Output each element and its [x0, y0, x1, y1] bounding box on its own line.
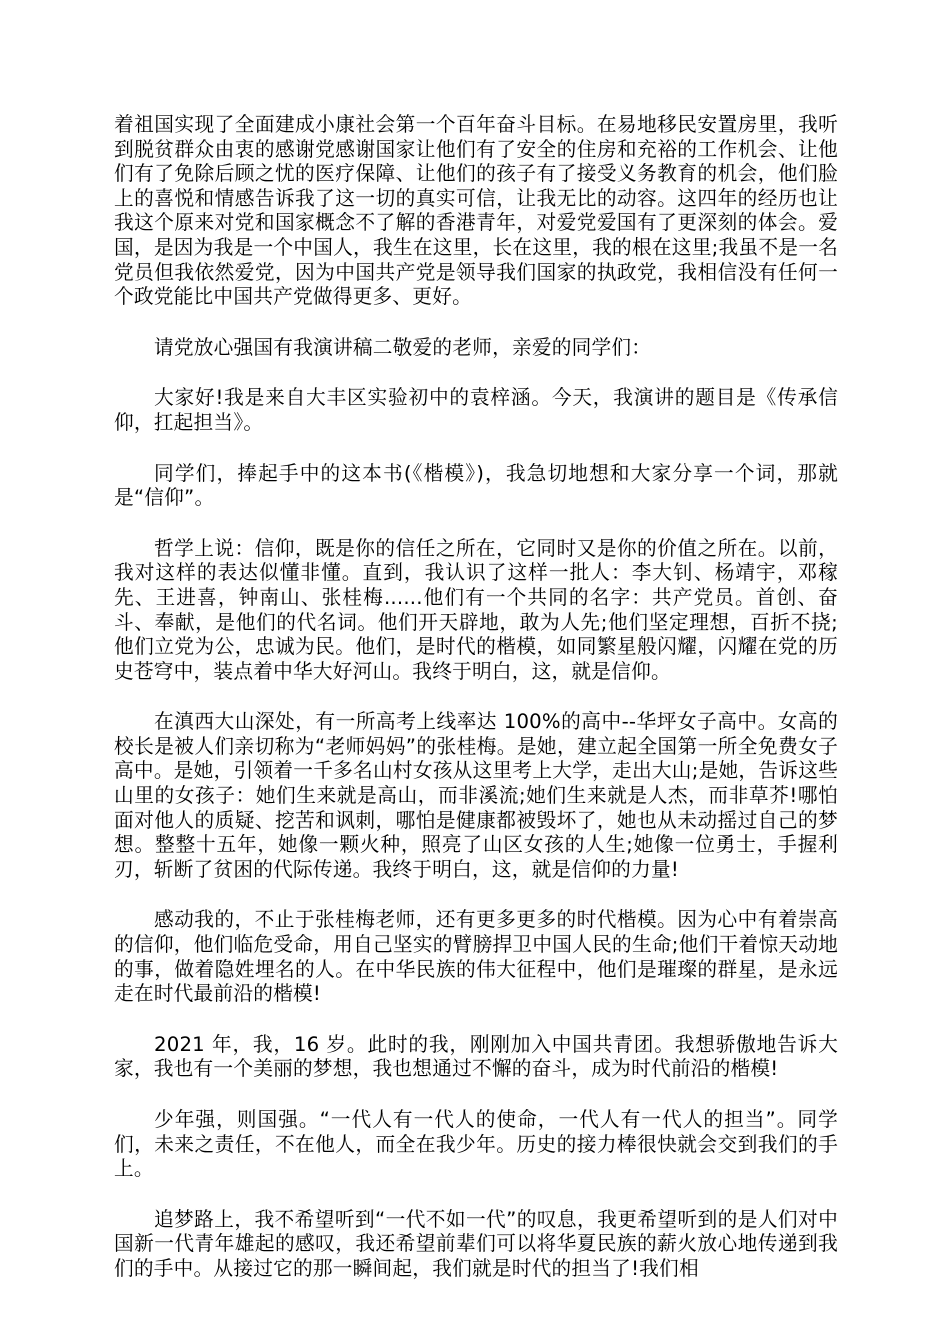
paragraph-10: 追梦路上，我不希望听到“一代不如一代”的叹息，我更希望听到的是人们对中国新一代青年雄起的感叹，我还希望前辈们可以将华夏民族的薪火放心地传递到我们的手中。从接过它的那一瞬间起，我们就是时代的担当了!我们相: [114, 1207, 838, 1280]
paragraph-1: 着祖国实现了全面建成小康社会第一个百年奋斗目标。在易地移民安置房里，我听到脱贫群众由衷的感谢党感谢国家让他们有了安全的住房和充裕的工作机会、让他们有了免除后顾之忧的医疗保障、让他们的孩子有了接受义务教育的机会，他们脸上的喜悦和情感告诉我了这一切的真实可信，让我无比的动容。这四年的经历也让我这个原来对党和国家概念不了解的香港青年，对爱党爱国有了更深刻的体会。爱国，是因为我是一个中国人，我生在这里，长在这里，我的根在这里;我虽不是一名党员但我依然爱党，因为中国共产党是领导我们国家的执政党，我相信没有任何一个政党能比中国共产党做得更多、更好。: [114, 113, 838, 309]
paragraph-3: 大家好!我是来自大丰区实验初中的袁梓涵。今天，我演讲的题目是《传承信仰，扛起担当》。: [114, 386, 838, 434]
paragraph-5: 哲学上说：信仰，既是你的信任之所在，它同时又是你的价值之所在。以前，我对这样的表达似懂非懂。直到，我认识了这样一批人：李大钊、杨靖宇，邓稼先、王进喜，钟南山、张桂梅......他们有一个共同的名字：共产党员。首创、奋斗、奉献，是他们的代名词。他们开天辟地，敢为人先;他们坚定理想，百折不挠;他们立党为公，忠诚为民。他们，是时代的楷模，如同繁星般闪耀，闪耀在党的历史苍穹中，装点着中华大好河山。我终于明白，这，就是信仰。: [114, 536, 838, 683]
paragraph-9: 少年强，则国强。“一代人有一代人的使命，一代人有一代人的担当”。同学们，未来之责任，不在他人，而全在我少年。历史的接力棒很快就会交到我们的手上。: [114, 1108, 838, 1181]
paragraph-6: 在滇西大山深处，有一所高考上线率达 100%的高中--华坪女子高中。女高的校长是被人们亲切称为“老师妈妈”的张桂梅。是她，建立起全国第一所全免费女子高中。是她，引领着一千多名山村女孩从这里考上大学，走出大山;是她，告诉这些山里的女孩子：她们生来就是高山，而非溪流;她们生来就是人杰，而非草芥!哪怕面对他人的质疑、挖苦和讽刺，哪怕是健康都被毁坏了，她也从未动摇过自己的梦想。整整十五年，她像一颗火种，照亮了山区女孩的人生;她像一位勇士，手握利刃，斩断了贫困的代际传递。我终于明白，这，就是信仰的力量!: [114, 710, 838, 881]
paragraph-2: 请党放心强国有我演讲稿二敬爱的老师，亲爱的同学们：: [154, 335, 652, 359]
paragraph-4: 同学们，捧起手中的这本书(《楷模》)，我急切地想和大家分享一个词，那就是“信仰”。: [114, 461, 838, 510]
document-body: [114, 113, 838, 1308]
paragraph-7: 感动我的，不止于张桂梅老师，还有更多更多的时代楷模。因为心中有着崇高的信仰，他们临危受命，用自己坚实的臂膀捍卫中国人民的生命;他们干着惊天动地的事，做着隐姓埋名的人。在中华民族的伟大征程中，他们是璀璨的群星，是永远走在时代最前沿的楷模!: [114, 908, 838, 1006]
paragraph-8: 2021 年，我，16 岁。此时的我，刚刚加入中国共青团。我想骄傲地告诉大家，我也有一个美丽的梦想，我也想通过不懈的奋斗，成为时代前沿的楷模!: [114, 1032, 838, 1081]
